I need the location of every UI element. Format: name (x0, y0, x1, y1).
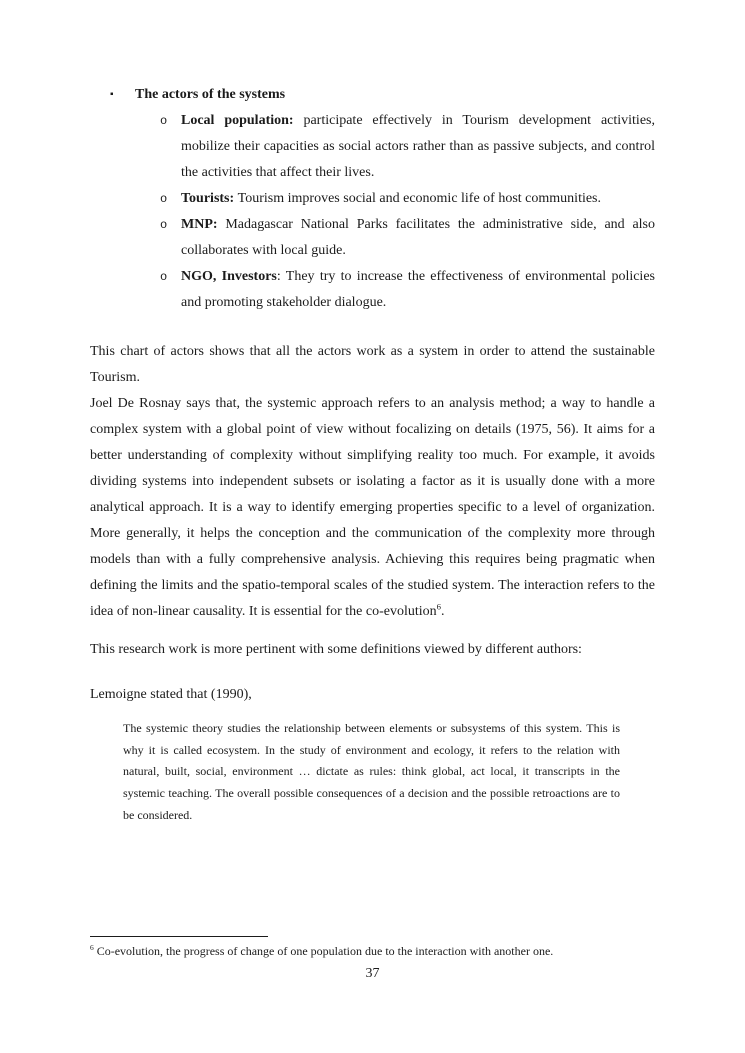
footnote-ref-marker: 6 (90, 943, 94, 952)
circle-bullet-icon: o (160, 114, 168, 128)
paragraph-chart-of-actors: This chart of actors shows that all the actors work as a system in order to attend the sustainable Tourism. (90, 344, 655, 385)
square-bullet-icon: ▪ (110, 89, 114, 100)
paragraph-text-after: . (441, 604, 445, 619)
circle-bullet-icon: o (160, 270, 168, 284)
footnote-separator (90, 936, 268, 937)
page-number: 37 (365, 966, 380, 981)
lemoigne-blockquote: The systemic theory studies the relationship between elements or subsystems of this system. This is why it is called ecosystem. In the study of environment and ecology, it refers to the relation with natural, built, social, environment … dictate as rules: think global, act local, it transcripts in the systemic teaching. The overall possible consequences of a decision and the possible retroactions are to be considered. (123, 721, 620, 822)
paragraph-text: Joel De Rosnay says that, the systemic approach refers to an analysis method; a way to handle a complex system with a global point of view without focalizing on details (1975, 56). It aims for a better understanding of complexity without simplifying reality too much. For example, it avoids dividing systems into independent subsets or isolating a factor as it is usually done with a more analytical approach. It is a way to identify emerging properties specific to a level of organization. More generally, it helps the conception and the communication of the complexity more through models than with a fully comprehensive analysis. Achieving this requires being pragmatic when defining the limits and the spatio-temporal scales of the studied system. The interaction refers to the idea of non-linear causality. It is essential for the co-evolution (90, 396, 655, 619)
footnote-body: Co-evolution, the progress of change of one population due to the interaction with another one. (93, 944, 554, 958)
actor-text: participate effectively in Tourism development activities, mobilize their capacities as social actors rather than as passive subjects, and control the activities that affect their lives. (181, 113, 655, 180)
paragraph-lemoigne-intro: Lemoigne stated that (1990), (90, 687, 252, 702)
footnote-text (90, 944, 655, 959)
actor-text: Madagascar National Parks facilitates the administrative side, and also collaborates with local guide. (181, 217, 655, 258)
footnote-ref-6: 6 (436, 601, 441, 612)
actors-heading (90, 82, 655, 108)
actor-item-local-population (90, 108, 655, 186)
circle-bullet-icon: o (160, 192, 168, 206)
actor-item-ngo-investors (90, 264, 655, 316)
actor-label: Tourists: (181, 191, 238, 206)
actor-item-tourists (90, 186, 655, 212)
footnote-area (90, 936, 655, 959)
actor-item-mnp (90, 212, 655, 264)
actor-label: MNP: (181, 217, 226, 232)
paragraph-systemic-approach (90, 391, 655, 625)
circle-bullet-icon: o (160, 218, 168, 232)
actor-text: : They try to increase the effectiveness of environmental policies and promoting stakeholder dialogue. (181, 269, 655, 310)
actor-label: NGO, Investors (181, 269, 277, 284)
actor-label: Local population: (181, 113, 304, 128)
actor-text: Tourism improves social and economic life of host communities. (237, 191, 602, 206)
page-content (90, 82, 655, 827)
actors-heading-label: The actors of the systems (135, 87, 286, 102)
paragraph-research-pertinent: This research work is more pertinent with some definitions viewed by different authors: (90, 642, 582, 657)
